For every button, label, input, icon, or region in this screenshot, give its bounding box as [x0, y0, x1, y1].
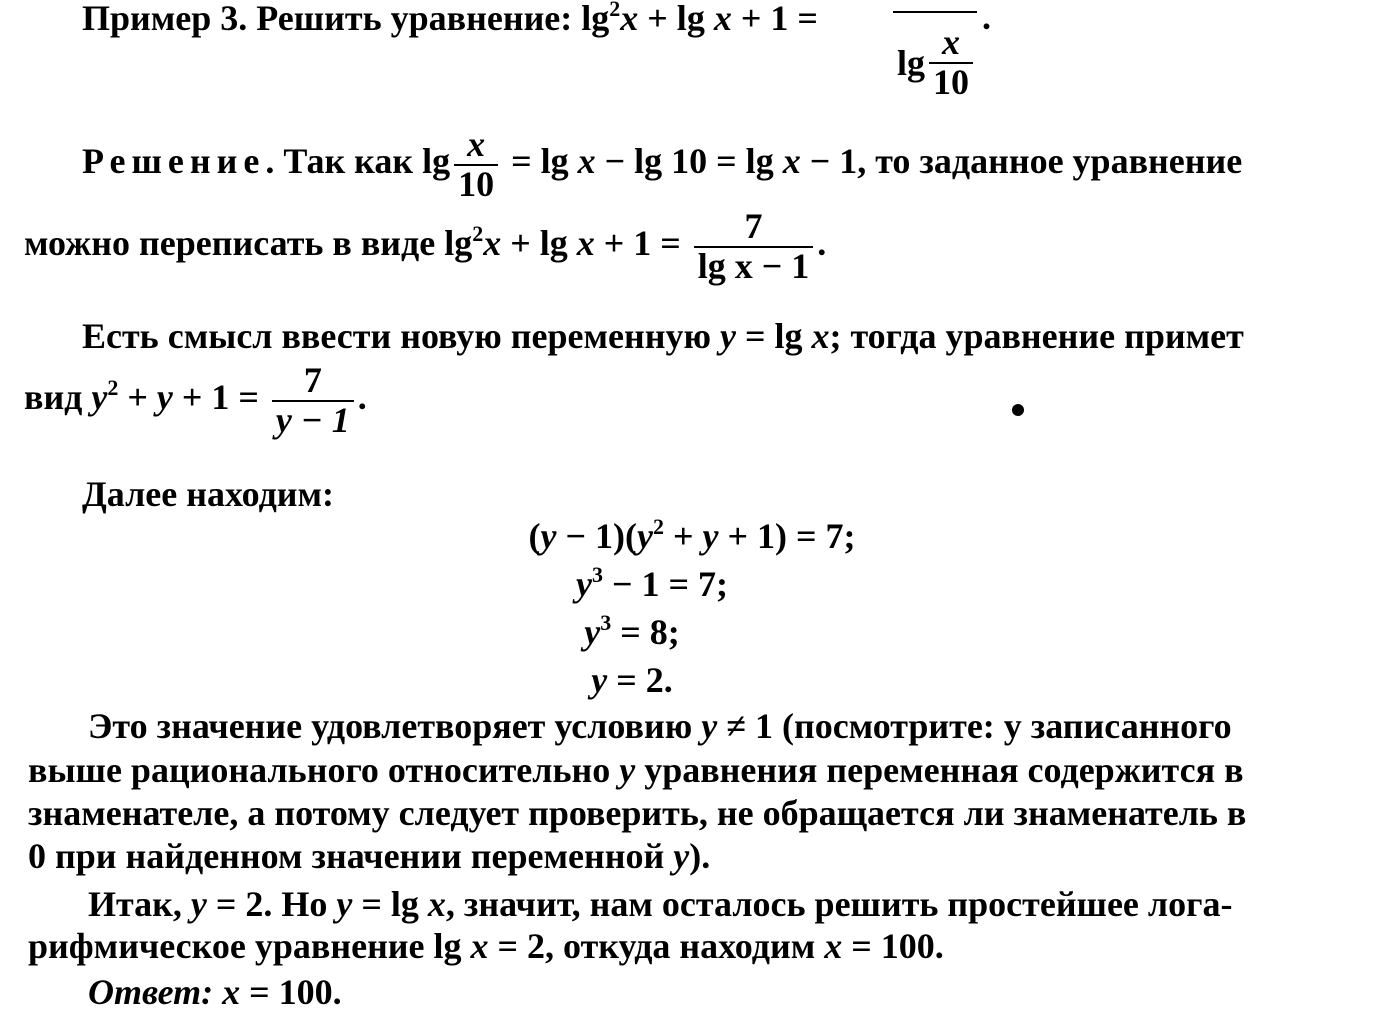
- var-x: x: [824, 926, 843, 966]
- text: рифмическое уравнение lg: [28, 926, 471, 966]
- var-x: x: [713, 0, 732, 38]
- check-line-3: знаменателе, а потому следует проверить, не обращается ли знаменатель в: [28, 793, 1247, 833]
- check-line-4: [28, 838, 1384, 874]
- answer-value: = 100.: [240, 972, 342, 1012]
- denominator: y − 1: [272, 400, 354, 440]
- solution-line-1: [82, 126, 1384, 204]
- var-y: y: [576, 564, 592, 604]
- text: = 8;: [611, 612, 680, 652]
- equation-text: + 1 =: [731, 0, 818, 38]
- text: , значит, нам осталось решить простейшее лога-: [445, 884, 1233, 924]
- substitution-line-1: [82, 318, 1384, 354]
- var-y: y: [702, 516, 719, 556]
- text: (: [528, 516, 541, 556]
- text: − lg 10 = lg: [595, 141, 783, 182]
- var-x: x: [222, 972, 241, 1012]
- denominator: lg x − 1: [694, 246, 814, 286]
- text: = 2. Но: [206, 884, 337, 924]
- text: Итак,: [88, 884, 191, 924]
- text: уравнения переменная содержится в: [635, 750, 1244, 790]
- numerator: x: [467, 124, 486, 164]
- var-y: y: [636, 516, 653, 556]
- text: = lg: [735, 316, 812, 356]
- check-line-1: [88, 708, 1364, 744]
- answer-line: [88, 974, 1384, 1010]
- equation-text: + lg: [638, 0, 714, 38]
- cube-exponent: 3: [591, 562, 603, 587]
- answer-label: Ответ:: [88, 972, 214, 1012]
- lg-text: lg: [897, 42, 926, 83]
- var-x: x: [577, 141, 596, 182]
- text: + 1 =: [172, 377, 268, 418]
- var-x: x: [576, 223, 595, 264]
- text: = 2.: [607, 660, 673, 700]
- var-y: y: [719, 316, 736, 356]
- solution-label: Решение: [82, 141, 266, 182]
- speck-dot: [1012, 404, 1024, 416]
- var-y: y: [336, 884, 353, 924]
- var-x: x: [782, 141, 801, 182]
- text: + 1) = 7;: [718, 516, 856, 556]
- period: .: [982, 0, 991, 37]
- text: вид: [24, 377, 92, 418]
- text: +: [118, 377, 157, 418]
- text: . Так как lg: [265, 141, 451, 182]
- text: + 1 =: [594, 223, 690, 264]
- text: +: [663, 516, 703, 556]
- square-exponent: 2: [652, 514, 664, 539]
- text: 0 при найденном значении переменной: [28, 836, 674, 876]
- text: можно переписать в виде lg: [24, 223, 473, 264]
- var-x: x: [470, 926, 489, 966]
- text: ).: [689, 836, 711, 876]
- numerator: x: [942, 22, 961, 62]
- var-y: y: [540, 516, 557, 556]
- fraction-7-over-y-1: [272, 362, 354, 440]
- substitution-line-2: [24, 362, 1384, 440]
- conclusion-line-2: [28, 928, 1384, 964]
- text: = lg: [352, 884, 428, 924]
- var-y: y: [591, 660, 608, 700]
- var-y: y: [701, 706, 718, 746]
- derivation-eq-3: [0, 610, 1384, 652]
- fraction-bar: [893, 11, 977, 13]
- text: = lg: [502, 141, 578, 182]
- var-y: y: [584, 612, 601, 652]
- solution-line-2: [24, 208, 1384, 286]
- text: − 1)(: [556, 516, 637, 556]
- example-title: Пример 3. Решить уравнение:: [82, 0, 582, 38]
- lg-text: lg: [581, 0, 610, 38]
- conclusion-line-1: [88, 886, 1384, 922]
- text: + lg: [501, 223, 577, 264]
- var-y: y: [190, 884, 207, 924]
- var-x: x: [811, 316, 830, 356]
- text: − 1, то заданное уравнение: [800, 141, 1243, 182]
- denominator: 10: [454, 164, 498, 204]
- cube-exponent: 3: [600, 610, 612, 635]
- derivation-eq-2: [0, 562, 1384, 604]
- numerator: 7: [303, 360, 322, 400]
- square-exponent: 2: [107, 375, 119, 401]
- var-y: y: [156, 377, 173, 418]
- text: ≠ 1 (посмотрите: у записанного: [717, 706, 1232, 746]
- derivation-intro: Далее находим:: [82, 474, 335, 514]
- var-x: x: [483, 223, 502, 264]
- derivation-eq-1: [0, 514, 1384, 556]
- square-exponent: 2: [609, 0, 621, 21]
- text: Есть смысл ввести новую переменную: [82, 316, 720, 356]
- text: = 2, откуда находим: [488, 926, 825, 966]
- derivation-eq-4: [0, 662, 1384, 698]
- var-y: y: [619, 750, 636, 790]
- text: выше рационального относительно: [28, 750, 620, 790]
- fraction-x-over-10: [454, 126, 498, 204]
- var-x: x: [427, 884, 446, 924]
- numerator: 7: [744, 206, 763, 246]
- text: Это значение удовлетворяет условию: [88, 706, 702, 746]
- period: .: [817, 223, 827, 264]
- var-y: y: [673, 836, 690, 876]
- period: .: [357, 377, 367, 418]
- square-exponent: 2: [472, 221, 484, 247]
- text: − 1 = 7;: [602, 564, 728, 604]
- example-statement: [82, 0, 1384, 36]
- example-denominator: [897, 24, 977, 102]
- check-line-2: [28, 752, 1364, 788]
- var-x: x: [620, 0, 639, 38]
- fraction-x-over-10: [929, 24, 973, 102]
- var-y: y: [91, 377, 108, 418]
- denominator: 10: [929, 62, 973, 102]
- text: ; тогда уравнение примет: [829, 316, 1244, 356]
- fraction-7-over-lgx-1: [694, 208, 814, 286]
- text: = 100.: [842, 926, 944, 966]
